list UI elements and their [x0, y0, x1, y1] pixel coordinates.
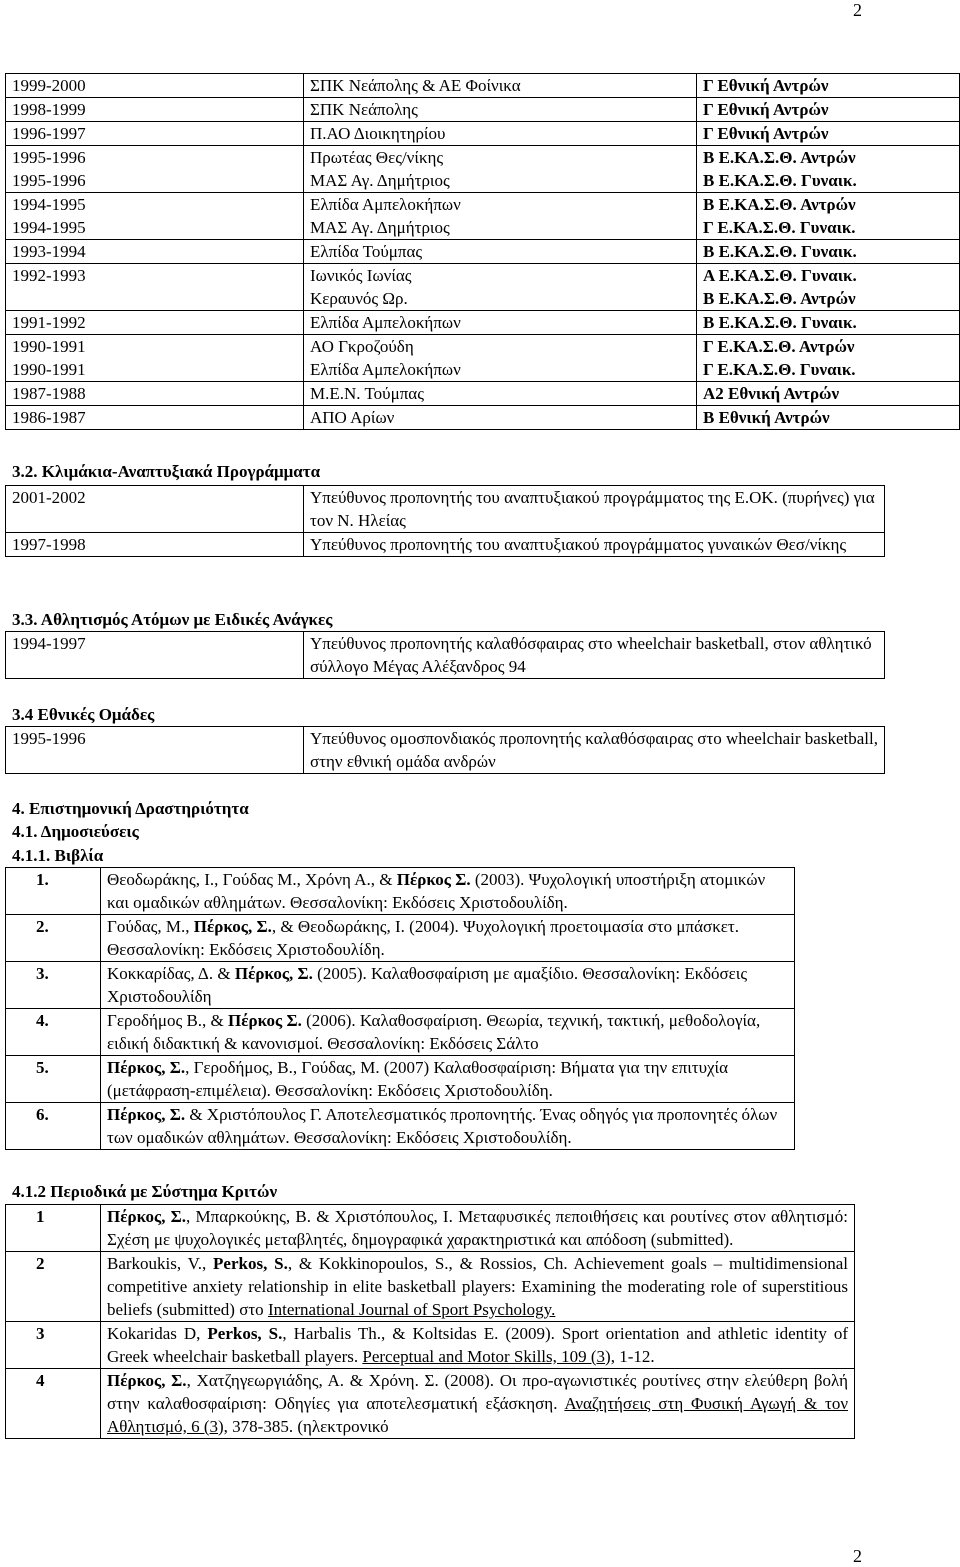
career-division: Β Ε.ΚΑ.Σ.Θ. Αντρών Γ Ε.ΚΑ.Σ.Θ. Γυναικ.	[697, 193, 960, 240]
career-years: 1996-1997	[6, 122, 304, 146]
career-division: Β Εθνική Αντρών	[697, 406, 960, 430]
citation-rest: , Μπαρκούκης, Β. & Χριστόπουλος, Ι. Μεταφυσικές πεποιθήσεις και ρουτίνες στον αθλητισμό: Σχέση με ψυχολογικές μεταβλητές, δημογραφικά χαρακτηριστικά και απόδοση (submitted).	[107, 1207, 848, 1249]
career-division: Γ Ε.ΚΑ.Σ.Θ. Αντρών Γ Ε.ΚΑ.Σ.Θ. Γυναικ.	[697, 335, 960, 382]
book-row	[6, 1009, 795, 1056]
career-team: ΣΠΚ Νεάπολης & ΑΕ Φοίνικα	[304, 74, 697, 98]
career-row	[6, 146, 960, 193]
career-team: Μ.Ε.Ν. Τούμπας	[304, 382, 697, 406]
book-row	[6, 1056, 795, 1103]
citation-pre: Barkoukis, V.,	[107, 1254, 214, 1273]
periodical-citation	[101, 1369, 855, 1439]
career-row	[6, 74, 960, 98]
career-table	[5, 73, 960, 430]
career-division: Β Ε.ΚΑ.Σ.Θ. Αντρών Β Ε.ΚΑ.Σ.Θ. Γυναικ.	[697, 146, 960, 193]
periodical-row	[6, 1369, 855, 1439]
section-row	[6, 486, 885, 533]
career-years: 1995-1996 1995-1996	[6, 146, 304, 193]
row-text: Υπεύθυνος ομοσπονδιακός προπονητής καλαθόσφαιρας στο wheelchair basketball, στην εθνική ομάδα ανδρών	[304, 727, 885, 774]
career-division: Α Ε.ΚΑ.Σ.Θ. Γυναικ. Β Ε.ΚΑ.Σ.Θ. Αντρών	[697, 264, 960, 311]
book-number: 6.	[6, 1103, 101, 1150]
citation-author: Πέρκος Σ.	[396, 870, 471, 889]
section-3-2-heading: 3.2. Κλιμάκια-Αναπτυξιακά Προγράμματα	[12, 462, 321, 481]
citation-rest: , Χατζηγεωργιάδης, Α. & Χρόνη. Σ. (2008). Οι προ-αγωνιστικές ρουτίνες στην ελεύθερη βολή στην καλαθοσφαίριση: Οδηγίες για αποτελεσματική εξάσκηση.	[107, 1371, 848, 1413]
periodical-citation	[101, 1205, 855, 1252]
career-row	[6, 311, 960, 335]
citation-post: (2006). Καλαθοσφαίριση. Θεωρία, τεχνική, τακτική, μεθοδολογία, ειδική διδακτική & κανονισμοί. Θεσσαλονίκη: Εκδόσεις Σάλτο	[107, 1011, 761, 1053]
book-number: 5.	[6, 1056, 101, 1103]
career-years: 1998-1999	[6, 98, 304, 122]
career-division: Γ Εθνική Αντρών	[697, 74, 960, 98]
book-citation	[101, 1056, 795, 1103]
career-division: Β Ε.ΚΑ.Σ.Θ. Γυναικ.	[697, 240, 960, 264]
book-citation	[101, 1009, 795, 1056]
career-years: 1993-1994	[6, 240, 304, 264]
book-citation	[101, 868, 795, 915]
periodical-citation	[101, 1322, 855, 1369]
citation-author: Perkos, S.	[213, 1254, 288, 1273]
special-needs-table	[5, 631, 885, 679]
citation-rest: , & Kokkinopoulos, S., & Rossios, Ch. Achievement goals – multidimensional competitive anxiety relationship in elite basketball players: Examining the moderating role of superstitious beliefs (submitted) στο	[107, 1254, 848, 1319]
career-years: 1999-2000	[6, 74, 304, 98]
career-row	[6, 240, 960, 264]
journal-name: Αναζητήσεις στη Φυσική Αγωγή & τον Αθλητισμό, 6 (3),	[107, 1394, 849, 1436]
citation-post: , & Θεοδωράκης, Ι. (2004). Ψυχολογική προετοιμασία στο μπάσκετ. Θεσσαλονίκη: Εκδόσεις Χριστοδουλίδη.	[107, 917, 739, 959]
career-division: Β Ε.ΚΑ.Σ.Θ. Γυναικ.	[697, 311, 960, 335]
career-team: Ελπίδα Αμπελοκήπων	[304, 311, 697, 335]
book-row	[6, 962, 795, 1009]
row-years: 1995-1996	[6, 727, 304, 774]
citation-author: Perkos, S.	[207, 1324, 283, 1343]
journal-name: International Journal of Sport Psychology.	[267, 1300, 556, 1319]
row-text: Υπεύθυνος προπονητής του αναπτυξιακού προγράμματος γυναικών Θεσ/νίκης	[304, 533, 885, 557]
citation-author: Πέρκος, Σ.	[107, 1058, 186, 1077]
citation-author: Πέρκος, Σ.	[234, 964, 313, 983]
citation-author: Πέρκος Σ.	[228, 1011, 302, 1030]
periodical-row	[6, 1322, 855, 1369]
citation-post: , Γεροδήμος, Β., Γούδας, Μ. (2007) Καλαθοσφαίριση: Βήματα για την επιτυχία (μετάφραση-επιμέλεια). Θεσσαλονίκη: Εκδόσεις Χριστοδουλίδη.	[107, 1058, 729, 1100]
books-table	[5, 867, 795, 1150]
citation-post: & Χριστόπουλος Γ. Αποτελεσματικός προπονητής. Ένας οδηγός για προπονητές όλων των ομαδικών αθλημάτων. Θεσσαλονίκη: Εκδόσεις Χριστοδουλίδη.	[107, 1105, 778, 1147]
book-row	[6, 868, 795, 915]
career-years: 1991-1992	[6, 311, 304, 335]
citation-pre: Γούδας, Μ.,	[107, 917, 194, 936]
books-heading: 4.1.1. Βιβλία	[12, 846, 104, 865]
national-teams-table	[5, 726, 885, 774]
row-years: 1994-1997	[6, 632, 304, 679]
citation-pre: Γεροδήμος Β., &	[107, 1011, 229, 1030]
citation-post: (2003). Ψυχολογική υποστήριξη ατομικών και ομαδικών αθλημάτων. Θεσσαλονίκη: Εκδόσεις Χριστοδουλίδη.	[107, 870, 766, 912]
section-3-3-heading: 3.3. Αθλητισμός Ατόμων με Ειδικές Ανάγκες	[12, 610, 333, 629]
citation-pre: Θεοδωράκης, Ι., Γούδας Μ., Χρόνη Α., &	[107, 870, 397, 889]
section-3-4-heading: 3.4 Εθνικές Ομάδες	[12, 705, 155, 724]
career-row	[6, 193, 960, 240]
career-years: 1992-1993	[6, 264, 304, 311]
book-number: 1.	[6, 868, 101, 915]
career-team: Πρωτέας Θες/νίκης ΜΑΣ Αγ. Δημήτριος	[304, 146, 697, 193]
career-team: Ελπίδα Τούμπας	[304, 240, 697, 264]
career-row	[6, 335, 960, 382]
citation-rest: , Harbalis Th., & Koltsidas E. (2009). Sport orientation and athletic identity of Greek wheelchair basketball players.	[107, 1324, 849, 1366]
book-row	[6, 915, 795, 962]
periodical-number: 1	[6, 1205, 101, 1252]
career-team: ΣΠΚ Νεάπολης	[304, 98, 697, 122]
section-row	[6, 727, 885, 774]
citation-post: (2005). Καλαθοσφαίριση με αμαξίδιο. Θεσσαλονίκη: Εκδόσεις Χριστοδουλίδη	[107, 964, 748, 1006]
career-years: 1994-1995 1994-1995	[6, 193, 304, 240]
career-team: Ιωνικός Ιωνίας Κεραυνός Ωρ.	[304, 264, 697, 311]
career-team: Ελπίδα Αμπελοκήπων ΜΑΣ Αγ. Δημήτριος	[304, 193, 697, 240]
row-text: Υπεύθυνος προπονητής καλαθόσφαιρας στο wheelchair basketball, στον αθλητικό σύλλογο Μέγας Αλέξανδρος 94	[304, 632, 885, 679]
periodical-row	[6, 1205, 855, 1252]
citation-pre: Kokaridas D,	[107, 1324, 208, 1343]
row-years: 2001-2002	[6, 486, 304, 533]
career-team: ΑΠΟ Αρίων	[304, 406, 697, 430]
periodical-row	[6, 1252, 855, 1322]
section-row	[6, 533, 885, 557]
career-years: 1986-1987	[6, 406, 304, 430]
career-team: ΑΟ Γκροζούδη Ελπίδα Αμπελοκήπων	[304, 335, 697, 382]
book-row	[6, 1103, 795, 1150]
book-number: 3.	[6, 962, 101, 1009]
career-division: Γ Εθνική Αντρών	[697, 98, 960, 122]
citation-author: Πέρκος, Σ.	[107, 1371, 187, 1390]
periodical-number: 2	[6, 1252, 101, 1322]
career-division: Γ Εθνική Αντρών	[697, 122, 960, 146]
section-row	[6, 632, 885, 679]
page-number-bottom: 2	[853, 1546, 862, 1566]
career-division: Α2 Εθνική Αντρών	[697, 382, 960, 406]
citation-tail: 1-12.	[614, 1347, 655, 1366]
career-years: 1990-1991 1990-1991	[6, 335, 304, 382]
book-citation	[101, 1103, 795, 1150]
citation-author: Πέρκος, Σ.	[107, 1207, 187, 1226]
periodical-citation	[101, 1252, 855, 1322]
periodical-number: 3	[6, 1322, 101, 1369]
career-row	[6, 122, 960, 146]
section-4-heading: 4. Επιστημονική Δραστηριότητα	[12, 799, 249, 818]
career-row	[6, 406, 960, 430]
career-years: 1987-1988	[6, 382, 304, 406]
periodicals-table	[5, 1204, 855, 1439]
row-text: Υπεύθυνος προπονητής του αναπτυξιακού προγράμματος της Ε.ΟΚ. (πυρήνες) για τον Ν. Ηλείας	[304, 486, 885, 533]
career-row	[6, 382, 960, 406]
citation-author: Πέρκος, Σ.	[193, 917, 272, 936]
career-row	[6, 98, 960, 122]
book-number: 2.	[6, 915, 101, 962]
book-citation	[101, 915, 795, 962]
citation-pre: Κοκκαρίδας, Δ. &	[107, 964, 235, 983]
periodicals-heading: 4.1.2 Περιοδικά με Σύστημα Κριτών	[12, 1182, 278, 1201]
page-number-top: 2	[853, 0, 862, 20]
journal-name: Perceptual and Motor Skills, 109 (3),	[362, 1347, 615, 1366]
citation-tail: 378-385. (ηλεκτρονικό	[227, 1417, 389, 1436]
row-years: 1997-1998	[6, 533, 304, 557]
citation-author: Πέρκος, Σ.	[107, 1105, 186, 1124]
book-number: 4.	[6, 1009, 101, 1056]
career-row	[6, 264, 960, 311]
development-programs-table	[5, 485, 885, 557]
publications-heading: 4.1. Δημοσιεύσεις	[12, 822, 139, 841]
book-citation	[101, 962, 795, 1009]
career-team: Π.ΑΟ Διοικητηρίου	[304, 122, 697, 146]
periodical-number: 4	[6, 1369, 101, 1439]
